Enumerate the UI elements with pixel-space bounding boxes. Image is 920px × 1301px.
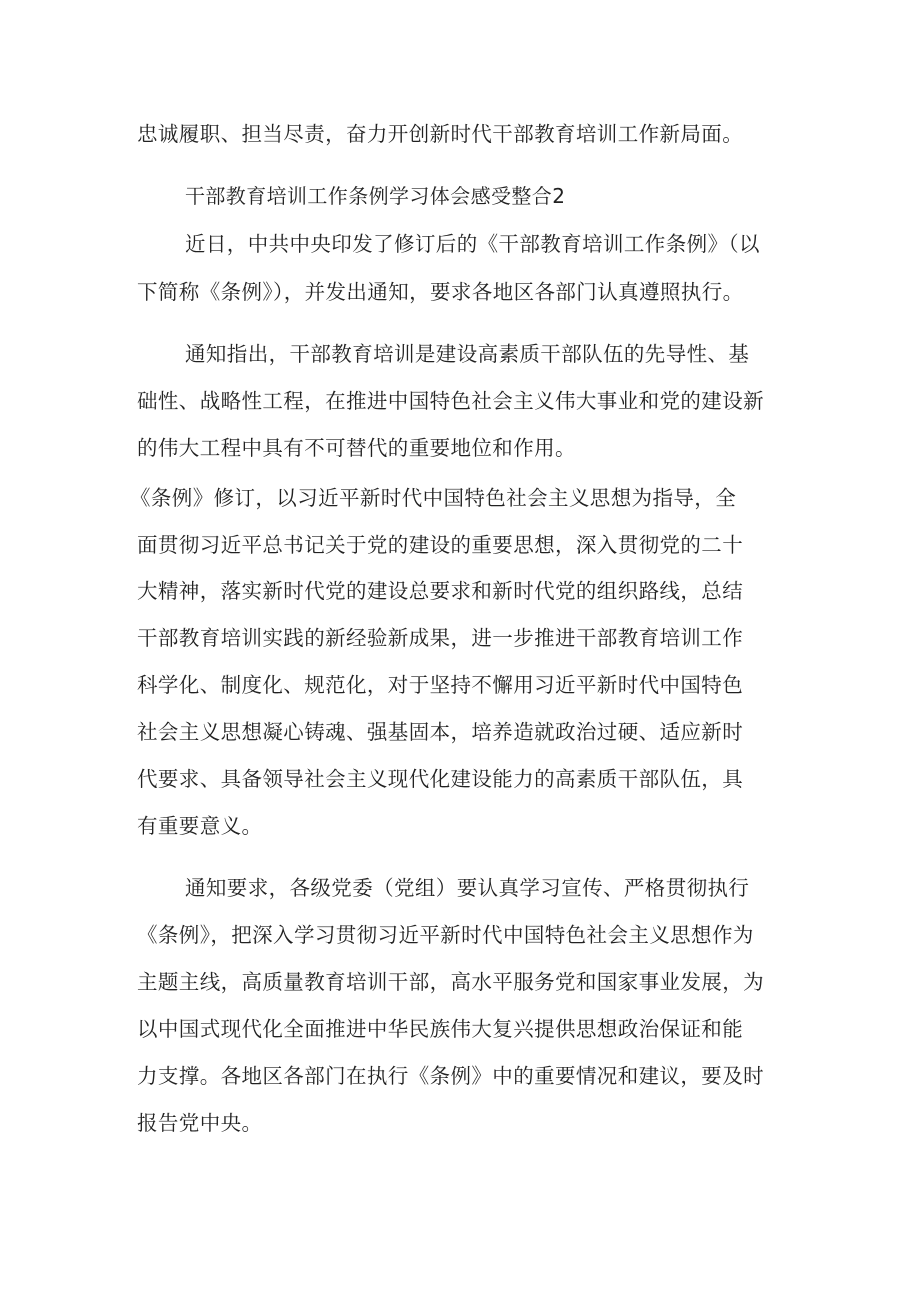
paragraph-4-line-2: 《条例》，把深入学习贯彻习近平新时代中国特色社会主义思想作为 xyxy=(137,923,754,947)
paragraph-3-line-4: 干部教育培训实践的新经验新成果，进一步推进干部教育培训工作 xyxy=(137,626,744,650)
paragraph-3-line-3: 大精神，落实新时代党的建设总要求和新时代党的组织路线，总结 xyxy=(137,579,744,603)
paragraph-2-line-2: 础性、战略性工程，在推进中国特色社会主义伟大事业和党的建设新 xyxy=(137,389,764,413)
paragraph-2-line-3: 的伟大工程中具有不可替代的重要地位和作用。 xyxy=(137,436,576,460)
paragraph-3-line-5: 科学化、制度化、规范化，对于坚持不懈用习近平新时代中国特色 xyxy=(137,673,744,697)
section-title: 干部教育培训工作条例学习体会感受整合2 xyxy=(185,184,566,208)
paragraph-4-line-3: 主题主线，高质量教育培训干部，高水平服务党和国家事业发展，为 xyxy=(137,970,764,994)
paragraph-1-line-1: 近日，中共中央印发了修订后的《干部教育培训工作条例》（以 xyxy=(185,232,760,256)
paragraph-3-line-6: 社会主义思想凝心铸魂、强基固本，培养造就政治过硬、适应新时 xyxy=(137,720,744,744)
paragraph-2-line-1: 通知指出，干部教育培训是建设高素质干部队伍的先导性、基 xyxy=(185,342,750,366)
paragraph-4-line-4: 以中国式现代化全面推进中华民族伟大复兴提供思想政治保证和能 xyxy=(137,1017,744,1041)
paragraph-4-line-6: 报告党中央。 xyxy=(137,1111,263,1135)
paragraph-4-line-5: 力支撑。各地区各部门在执行《条例》中的重要情况和建议，要及时 xyxy=(137,1064,764,1088)
paragraph-3-line-1: 《条例》修订，以习近平新时代中国特色社会主义思想为指导，全 xyxy=(130,486,737,510)
paragraph-4-line-1: 通知要求，各级党委（党组）要认真学习宣传、严格贯彻执行 xyxy=(185,876,750,900)
paragraph-3-line-7: 代要求、具备领导社会主义现代化建设能力的高素质干部队伍，具 xyxy=(137,767,744,791)
paragraph-1-line-2: 下简称《条例》），并发出通知，要求各地区各部门认真遵照执行。 xyxy=(137,280,744,304)
continued-text-line: 忠诚履职、担当尽责，奋力开创新时代干部教育培训工作新局面。 xyxy=(137,122,744,146)
paragraph-3-line-8: 有重要意义。 xyxy=(137,814,263,838)
paragraph-3-line-2: 面贯彻习近平总书记关于党的建设的重要思想，深入贯彻党的二十 xyxy=(137,533,744,557)
